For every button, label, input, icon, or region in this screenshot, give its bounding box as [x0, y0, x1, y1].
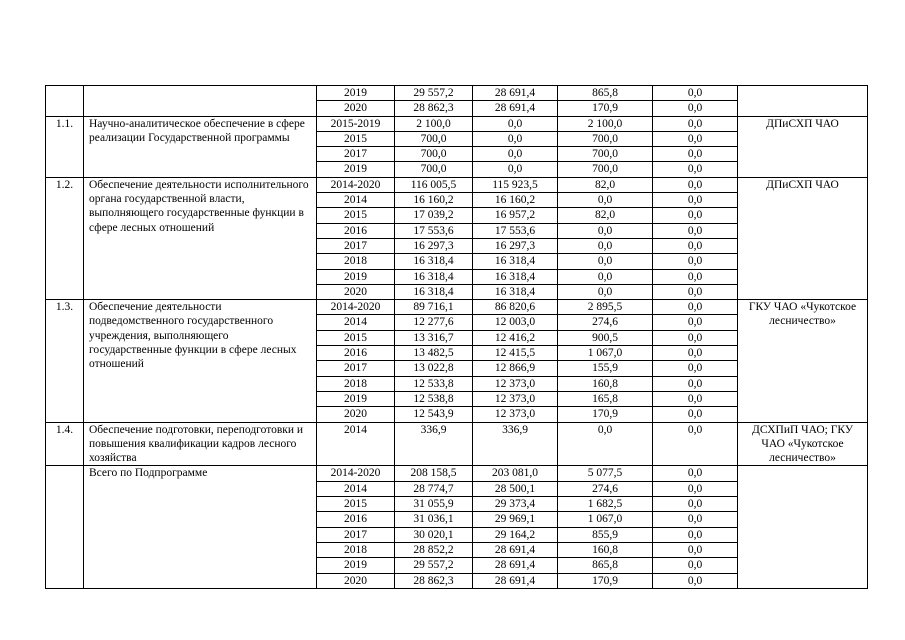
- responsible-executor: ДПиСХП ЧАО: [738, 116, 868, 177]
- year-cell: 2014: [317, 315, 395, 330]
- budget-federal-cell: 865,8: [558, 86, 653, 101]
- budget-other-cell: 0,0: [653, 101, 738, 116]
- year-cell: 2017: [317, 527, 395, 542]
- budget-federal-cell: 160,8: [558, 376, 653, 391]
- year-cell: 2014: [317, 193, 395, 208]
- budget-district-cell: 29 164,2: [473, 527, 558, 542]
- table-body: [46, 86, 868, 589]
- total-cell: 336,9: [395, 422, 473, 466]
- budget-federal-cell: 1 067,0: [558, 346, 653, 361]
- budget-federal-cell: 0,0: [558, 422, 653, 466]
- year-cell: 2014-2020: [317, 177, 395, 192]
- year-cell: 2016: [317, 223, 395, 238]
- responsible-executor: ДПиСХП ЧАО: [738, 177, 868, 299]
- total-cell: 89 716,1: [395, 300, 473, 315]
- year-cell: 2018: [317, 254, 395, 269]
- budget-other-cell: 0,0: [653, 208, 738, 223]
- year-cell: 2020: [317, 101, 395, 116]
- budget-other-cell: 0,0: [653, 177, 738, 192]
- item-name: [84, 86, 317, 117]
- budget-other-cell: 0,0: [653, 558, 738, 573]
- budget-district-cell: 28 691,4: [473, 86, 558, 101]
- budget-district-cell: 0,0: [473, 162, 558, 177]
- year-cell: 2019: [317, 269, 395, 284]
- budget-other-cell: 0,0: [653, 512, 738, 527]
- budget-district-cell: 0,0: [473, 147, 558, 162]
- budget-district-cell: 12 416,2: [473, 330, 558, 345]
- total-cell: 16 297,3: [395, 238, 473, 253]
- budget-district-cell: 16 957,2: [473, 208, 558, 223]
- budget-federal-cell: 0,0: [558, 193, 653, 208]
- table-row: [46, 466, 868, 481]
- budget-district-cell: 12 373,0: [473, 391, 558, 406]
- budget-other-cell: 0,0: [653, 573, 738, 588]
- budget-federal-cell: 865,8: [558, 558, 653, 573]
- budget-other-cell: 0,0: [653, 131, 738, 146]
- year-cell: 2014: [317, 481, 395, 496]
- total-cell: 17 553,6: [395, 223, 473, 238]
- total-cell: 2 100,0: [395, 116, 473, 131]
- total-cell: 700,0: [395, 131, 473, 146]
- budget-district-cell: 28 691,4: [473, 101, 558, 116]
- item-number: 1.3.: [46, 300, 84, 422]
- budget-other-cell: 0,0: [653, 223, 738, 238]
- item-name: Обеспечение подготовки, переподготовки и повышения квалификации кадров лесного хозяйства: [84, 422, 317, 466]
- budget-other-cell: 0,0: [653, 284, 738, 299]
- total-cell: 29 557,2: [395, 558, 473, 573]
- item-number: 1.2.: [46, 177, 84, 299]
- budget-federal-cell: 1 067,0: [558, 512, 653, 527]
- budget-table: [45, 85, 868, 589]
- budget-other-cell: 0,0: [653, 162, 738, 177]
- budget-federal-cell: 155,9: [558, 361, 653, 376]
- budget-federal-cell: 0,0: [558, 284, 653, 299]
- budget-other-cell: 0,0: [653, 315, 738, 330]
- budget-district-cell: 12 373,0: [473, 407, 558, 422]
- year-cell: 2016: [317, 346, 395, 361]
- budget-other-cell: 0,0: [653, 361, 738, 376]
- budget-district-cell: 12 373,0: [473, 376, 558, 391]
- total-cell: 13 022,8: [395, 361, 473, 376]
- budget-other-cell: 0,0: [653, 238, 738, 253]
- total-cell: 700,0: [395, 147, 473, 162]
- total-cell: 13 482,5: [395, 346, 473, 361]
- year-cell: 2019: [317, 162, 395, 177]
- budget-other-cell: 0,0: [653, 116, 738, 131]
- year-cell: 2014-2020: [317, 300, 395, 315]
- total-cell: 16 318,4: [395, 269, 473, 284]
- total-cell: 16 318,4: [395, 254, 473, 269]
- item-number: [46, 86, 84, 117]
- budget-federal-cell: 0,0: [558, 223, 653, 238]
- budget-federal-cell: 0,0: [558, 238, 653, 253]
- year-cell: 2018: [317, 542, 395, 557]
- budget-federal-cell: 2 100,0: [558, 116, 653, 131]
- year-cell: 2017: [317, 238, 395, 253]
- total-cell: 16 160,2: [395, 193, 473, 208]
- budget-district-cell: 16 318,4: [473, 284, 558, 299]
- budget-district-cell: 29 373,4: [473, 497, 558, 512]
- budget-federal-cell: 700,0: [558, 147, 653, 162]
- total-cell: 28 862,3: [395, 573, 473, 588]
- budget-district-cell: 17 553,6: [473, 223, 558, 238]
- year-cell: 2015: [317, 208, 395, 223]
- budget-federal-cell: 0,0: [558, 254, 653, 269]
- total-cell: 12 277,6: [395, 315, 473, 330]
- item-name: Всего по Подпрограмме: [84, 466, 317, 588]
- year-cell: 2017: [317, 361, 395, 376]
- budget-district-cell: 16 297,3: [473, 238, 558, 253]
- year-cell: 2019: [317, 391, 395, 406]
- budget-federal-cell: 2 895,5: [558, 300, 653, 315]
- total-cell: 31 055,9: [395, 497, 473, 512]
- budget-federal-cell: 170,9: [558, 573, 653, 588]
- budget-federal-cell: 1 682,5: [558, 497, 653, 512]
- year-cell: 2020: [317, 573, 395, 588]
- budget-district-cell: 28 691,4: [473, 542, 558, 557]
- budget-district-cell: 28 691,4: [473, 573, 558, 588]
- item-number: 1.1.: [46, 116, 84, 177]
- item-name: Научно-аналитическое обеспечение в сфере реализации Государственной программы: [84, 116, 317, 177]
- budget-other-cell: 0,0: [653, 542, 738, 557]
- item-number: 1.4.: [46, 422, 84, 466]
- budget-federal-cell: 82,0: [558, 177, 653, 192]
- table-row: [46, 116, 868, 131]
- total-cell: 28 862,3: [395, 101, 473, 116]
- budget-district-cell: 0,0: [473, 116, 558, 131]
- budget-district-cell: 86 820,6: [473, 300, 558, 315]
- budget-other-cell: 0,0: [653, 497, 738, 512]
- year-cell: 2020: [317, 284, 395, 299]
- total-cell: 12 533,8: [395, 376, 473, 391]
- budget-other-cell: 0,0: [653, 254, 738, 269]
- year-cell: 2015-2019: [317, 116, 395, 131]
- total-cell: 31 036,1: [395, 512, 473, 527]
- total-cell: 28 852,2: [395, 542, 473, 557]
- budget-other-cell: 0,0: [653, 407, 738, 422]
- budget-other-cell: 0,0: [653, 376, 738, 391]
- budget-federal-cell: 274,6: [558, 315, 653, 330]
- budget-district-cell: 28 500,1: [473, 481, 558, 496]
- budget-district-cell: 16 318,4: [473, 269, 558, 284]
- budget-district-cell: 203 081,0: [473, 466, 558, 481]
- budget-district-cell: 0,0: [473, 131, 558, 146]
- budget-other-cell: 0,0: [653, 466, 738, 481]
- budget-other-cell: 0,0: [653, 147, 738, 162]
- budget-other-cell: 0,0: [653, 422, 738, 466]
- budget-district-cell: 28 691,4: [473, 558, 558, 573]
- budget-federal-cell: 700,0: [558, 162, 653, 177]
- budget-federal-cell: 855,9: [558, 527, 653, 542]
- total-cell: 700,0: [395, 162, 473, 177]
- budget-federal-cell: 160,8: [558, 542, 653, 557]
- budget-district-cell: 16 318,4: [473, 254, 558, 269]
- table-row: [46, 177, 868, 192]
- budget-district-cell: 12 003,0: [473, 315, 558, 330]
- budget-district-cell: 29 969,1: [473, 512, 558, 527]
- year-cell: 2018: [317, 376, 395, 391]
- total-cell: 28 774,7: [395, 481, 473, 496]
- year-cell: 2019: [317, 558, 395, 573]
- year-cell: 2019: [317, 86, 395, 101]
- budget-federal-cell: 170,9: [558, 407, 653, 422]
- budget-federal-cell: 900,5: [558, 330, 653, 345]
- budget-other-cell: 0,0: [653, 300, 738, 315]
- responsible-executor: ГКУ ЧАО «Чукотское лесничество»: [738, 300, 868, 422]
- year-cell: 2014-2020: [317, 466, 395, 481]
- year-cell: 2015: [317, 497, 395, 512]
- item-name: Обеспечение деятельности подведомственного государственного учреждения, выполняющего государственные функции в сфере лесных отношений: [84, 300, 317, 422]
- budget-district-cell: 12 866,9: [473, 361, 558, 376]
- budget-district-cell: 115 923,5: [473, 177, 558, 192]
- year-cell: 2015: [317, 131, 395, 146]
- budget-other-cell: 0,0: [653, 481, 738, 496]
- total-cell: 13 316,7: [395, 330, 473, 345]
- table-row: [46, 422, 868, 466]
- budget-other-cell: 0,0: [653, 346, 738, 361]
- year-cell: 2016: [317, 512, 395, 527]
- budget-other-cell: 0,0: [653, 330, 738, 345]
- budget-federal-cell: 5 077,5: [558, 466, 653, 481]
- budget-federal-cell: 274,6: [558, 481, 653, 496]
- budget-federal-cell: 700,0: [558, 131, 653, 146]
- total-cell: 12 543,9: [395, 407, 473, 422]
- item-name: Обеспечение деятельности исполнительного органа государственной власти, выполняющего государственные функции в сфере лесных отношений: [84, 177, 317, 299]
- budget-district-cell: 336,9: [473, 422, 558, 466]
- budget-other-cell: 0,0: [653, 269, 738, 284]
- year-cell: 2015: [317, 330, 395, 345]
- budget-federal-cell: 0,0: [558, 269, 653, 284]
- total-cell: 29 557,2: [395, 86, 473, 101]
- responsible-executor: [738, 86, 868, 117]
- responsible-executor: [738, 466, 868, 588]
- item-number: [46, 466, 84, 588]
- budget-federal-cell: 165,8: [558, 391, 653, 406]
- table-row: [46, 86, 868, 101]
- document-page: [45, 85, 868, 589]
- total-cell: 30 020,1: [395, 527, 473, 542]
- total-cell: 16 318,4: [395, 284, 473, 299]
- year-cell: 2014: [317, 422, 395, 466]
- table-row: [46, 300, 868, 315]
- total-cell: 17 039,2: [395, 208, 473, 223]
- total-cell: 208 158,5: [395, 466, 473, 481]
- budget-federal-cell: 82,0: [558, 208, 653, 223]
- budget-other-cell: 0,0: [653, 193, 738, 208]
- year-cell: 2017: [317, 147, 395, 162]
- budget-other-cell: 0,0: [653, 86, 738, 101]
- year-cell: 2020: [317, 407, 395, 422]
- budget-other-cell: 0,0: [653, 391, 738, 406]
- total-cell: 12 538,8: [395, 391, 473, 406]
- budget-federal-cell: 170,9: [558, 101, 653, 116]
- responsible-executor: ДСХПиП ЧАО; ГКУ ЧАО «Чукотское лесничество»: [738, 422, 868, 466]
- budget-district-cell: 12 415,5: [473, 346, 558, 361]
- budget-other-cell: 0,0: [653, 527, 738, 542]
- budget-district-cell: 16 160,2: [473, 193, 558, 208]
- total-cell: 116 005,5: [395, 177, 473, 192]
